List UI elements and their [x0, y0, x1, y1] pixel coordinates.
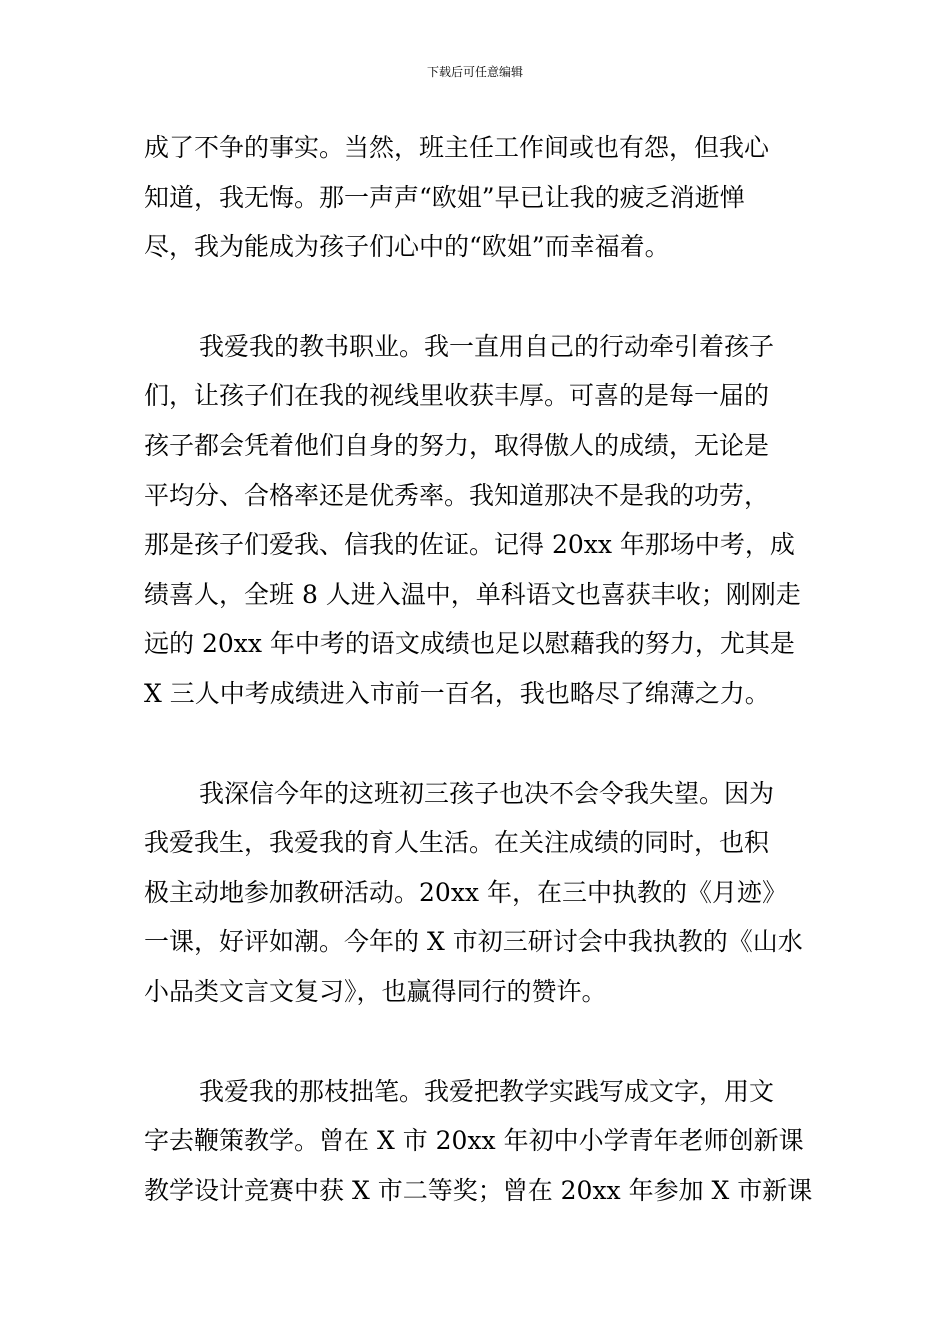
text-line: 绩喜人，全班 8 人进入温中，单科语文也喜获丰收；刚刚走 — [144, 579, 801, 609]
document-body — [144, 123, 813, 1215]
text-line: 知道，我无悔。那一声声“欧姐”早已让我的疲乏消逝惮 — [144, 182, 745, 212]
paragraph — [144, 322, 808, 719]
text-line: X 三人中考成绩进入市前一百名，我也略尽了绵薄之力。 — [144, 678, 770, 708]
paragraph — [144, 123, 808, 272]
paragraph — [144, 1067, 813, 1216]
paragraph-spacer — [144, 272, 808, 322]
text-line: 平均分、合格率还是优秀率。我知道那决不是我的功劳， — [144, 480, 770, 510]
text-line: 我爱我的教书职业。我一直用自己的行动牵引着孩子 — [199, 331, 775, 361]
text-line: 一课，好评如潮。今年的 X 市初三研讨会中我执教的《山水 — [144, 927, 803, 957]
text-line: 小品类文言文复习》，也赢得同行的赞许。 — [144, 976, 607, 1006]
text-line: 尽，我为能成为孩子们心中的“欧姐”而幸福着。 — [144, 232, 670, 262]
header-note: 下载后可任意编辑 — [426, 65, 523, 79]
text-line: 远的 20xx 年中考的语文成绩也足以慰藉我的努力，尤其是 — [144, 629, 795, 659]
text-line: 们，让孩子们在我的视线里收获丰厚。可喜的是每一届的 — [144, 381, 770, 411]
text-line: 我深信今年的这班初三孩子也决不会令我失望。因为 — [199, 778, 775, 808]
text-line: 教学设计竞赛中获 X 市二等奖；曾在 20xx 年参加 X 市新课 — [144, 1175, 813, 1205]
paragraph — [144, 769, 808, 1017]
text-line: 成了不争的事实。当然，班主任工作间或也有怨，但我心 — [144, 133, 770, 162]
text-line: 我爱我的那枝拙笔。我爱把教学实践写成文字，用文 — [199, 1076, 775, 1106]
paragraph-spacer — [144, 719, 808, 769]
text-line: 那是孩子们爱我、信我的佐证。记得 20xx 年那场中考，成 — [144, 530, 795, 560]
paragraph-spacer — [144, 1017, 808, 1067]
text-line: 我爱我生，我爱我的育人生活。在关注成绩的同时，也积 — [144, 828, 770, 858]
text-line: 孩子都会凭着他们自身的努力，取得傲人的成绩，无论是 — [144, 430, 770, 460]
text-line: 极主动地参加教研活动。20xx 年，在三中执教的《月迹》 — [144, 877, 787, 907]
text-line: 字去鞭策教学。曾在 X 市 20xx 年初中小学青年老师创新课 — [144, 1126, 804, 1156]
